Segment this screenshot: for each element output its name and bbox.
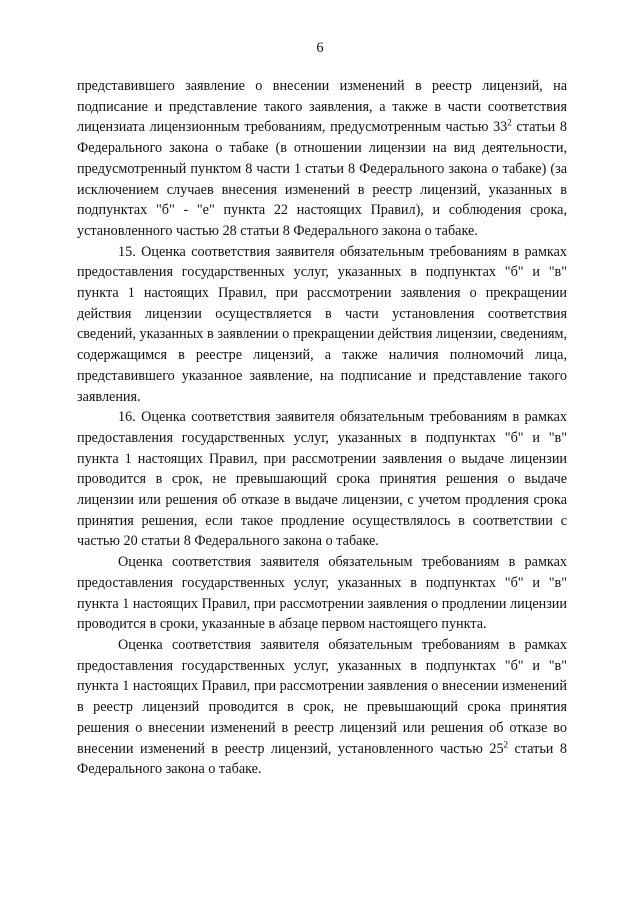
paragraph-continuation	[77, 76, 567, 242]
paragraph-renewal-assessment	[77, 552, 567, 635]
superscript: 2	[503, 738, 509, 749]
page-number: 6	[316, 40, 324, 56]
document-body	[77, 76, 567, 780]
paragraph-text: статьи 8 Федерального закона о табаке (в отношении лицензии на вид деятельности, предусмотренный пунктом 8 части 1 статьи 8 Федерального закона о табаке) (за исключением случаев внесения изменений в реестр лицензий, указанных в подпунктах "б" - "е" пункта 22 настоящих Правил), и соблюдения срока, установленного частью 28 статьи 8 Федерального закона о табаке.	[77, 119, 567, 239]
paragraph-text: 15. Оценка соответствия заявителя обязательным требованиям в рамках предоставления государственных услуг, указанных в подпунктах "б" и "в" пункта 1 настоящих Правил, при рассмотрении заявления о прекращении действия лицензии осуществляется в части установления соответствия сведений, указанных в заявлении о прекращении действия лицензии, сведениям, содержащимся в реестре лицензий, а также наличия полномочий лица, представившего указанное заявление, на подписание и представление такого заявления.	[77, 243, 567, 405]
paragraph-item-16	[77, 407, 567, 552]
paragraph-text: Оценка соответствия заявителя обязательным требованиям в рамках предоставления государственных услуг, указанных в подпунктах "б" и "в" пункта 1 настоящих Правил, при рассмотрении заявления о внесении изменений в реестр лицензий проводится в срок, не превышающий срока принятия решения о внесении изменений в реестр лицензий или решения об отказе во внесении изменений в реестр лицензий, установленного частью 25	[77, 636, 567, 757]
paragraph-item-15	[77, 242, 567, 408]
superscript: 2	[507, 117, 512, 128]
paragraph-text: 16. Оценка соответствия заявителя обязательным требованиям в рамках предоставления государственных услуг, указанных в подпунктах "б" и "в" пункта 1 настоящих Правил, при рассмотрении заявления о выдаче лицензии проводится в срок, не превышающий срока принятия решения о выдаче лицензии или решения об отказе в выдаче лицензии, с учетом продления срока принятия решения, если такое продление осуществлялось в соответствии с частью 20 статьи 8 Федерального закона о табаке.	[77, 409, 567, 550]
paragraph-text: Оценка соответствия заявителя обязательным требованиям в рамках предоставления государственных услуг, указанных в подпунктах "б" и "в" пункта 1 настоящих Правил, при рассмотрении заявления о продлении лицензии проводится в сроки, указанные в абзаце первом настоящего пункта.	[77, 554, 567, 633]
paragraph-text: представившего заявление о внесении изменений в реестр лицензий, на подписание и представление такого заявления, а также в части соответствия лицензиата лицензионным требованиям, предусмотренным частью 33	[77, 78, 567, 136]
paragraph-registry-changes-assessment	[77, 635, 567, 780]
paragraph-text: статьи 8 Федерального закона о табаке.	[77, 740, 567, 778]
